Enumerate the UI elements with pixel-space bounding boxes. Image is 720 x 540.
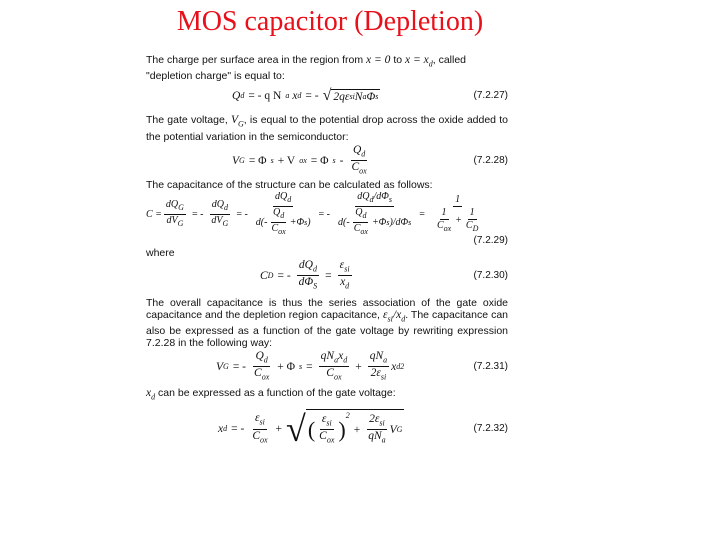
equation-7-2-29: C = $\frac{dQ_G}{dV_G}$ = - $\frac{dQ_d}{dV_G}$ = - $dQ_d$ d(- $\frac{Q_d}{C_{ox}}$ +Φ s ) = - $dQ_d/d\Phi_s$ d(- $\frac{Q_d}{C_{ox}}$ +Φ s )/dΦ s = 1 $\frac{1}{C_{ox}}$ + $\frac{1}{C_D}$: [146, 191, 479, 237]
equation-7-2-32: x d = - $\frac{\varepsilon_{si}}{C_{ox}}$ + √ ( $\frac{\varepsilon_{si}}{C_{ox}}$ ) 2 + $\frac{2\varepsilon_{si}}{qN_a}$ V G (7.2.32): [218, 409, 508, 450]
equation-number: (7.2.27): [473, 90, 508, 102]
paragraph-xd: $x_d$ can be expressed as a function of the gate voltage:: [146, 386, 396, 402]
sqrt: √ ( $\frac{\varepsilon_{si}}{C_{ox}}$ ) 2 + $\frac{2\varepsilon_{si}}{qN_a}$ V G: [286, 409, 403, 450]
equation-number: (7.2.28): [473, 154, 508, 166]
text: , called: [432, 54, 467, 66]
equation-7-2-27: Q d = - q N a x d = - √ 2qε si N a Φ s (7.2.27): [232, 87, 508, 105]
math: x = 0: [366, 54, 391, 66]
equation-number: (7.2.31): [473, 360, 508, 372]
paragraph-depletion-charge: [146, 54, 508, 82]
sqrt: √ 2qε si N a Φ s: [322, 87, 379, 105]
scanned-page: [146, 54, 508, 451]
equation-number: (7.2.30): [473, 269, 508, 281]
equation-7-2-29-number-row: [146, 235, 508, 247]
paragraph-overall-capacitance: The overall capacitance is thus the series association of the gate oxide capacitance and the depletion region capacitance, $\varepsilon_{si}/x_d$. The capacitance can also be expressed as a function of the gate voltage by rewriting expression 7.2.28 in the following way:: [146, 296, 508, 349]
equation-number: (7.2.29): [473, 234, 508, 246]
paragraph-gate-voltage: The gate voltage, $V_G$, is equal to the potential drop across the oxide added to the potential variation in the semiconductor:: [146, 114, 508, 143]
where-label: where: [146, 246, 175, 259]
text: The charge per surface area in the region from: [146, 54, 364, 66]
equation-7-2-28: V G = Φ s + V ox = Φ s - $\frac{Q_d}{C_{ox}}$ (7.2.28): [232, 143, 508, 176]
text: to: [393, 54, 403, 66]
text: "depletion charge" is equal to:: [146, 70, 285, 83]
equation-7-2-30: C D = - $\frac{dQ_d}{d\Phi_S}$ = $\frac{\varepsilon_{si}}{x_d}$ (7.2.30): [260, 258, 508, 291]
equation-7-2-31: V G = - $\frac{Q_d}{C_{ox}}$ + Φ s = $\frac{qN_ax_d}{C_{ox}}$ + $\frac{qN_a}{2\varepsilon_{si}}$ x d 2 (7.2.31): [216, 350, 508, 382]
equation-number: (7.2.32): [473, 423, 508, 435]
math: $x = x_d$: [405, 54, 433, 69]
slide-title: MOS capacitor (Depletion): [176, 6, 484, 37]
paragraph-capacitance: The capacitance of the structure can be calculated as follows:: [146, 178, 433, 191]
